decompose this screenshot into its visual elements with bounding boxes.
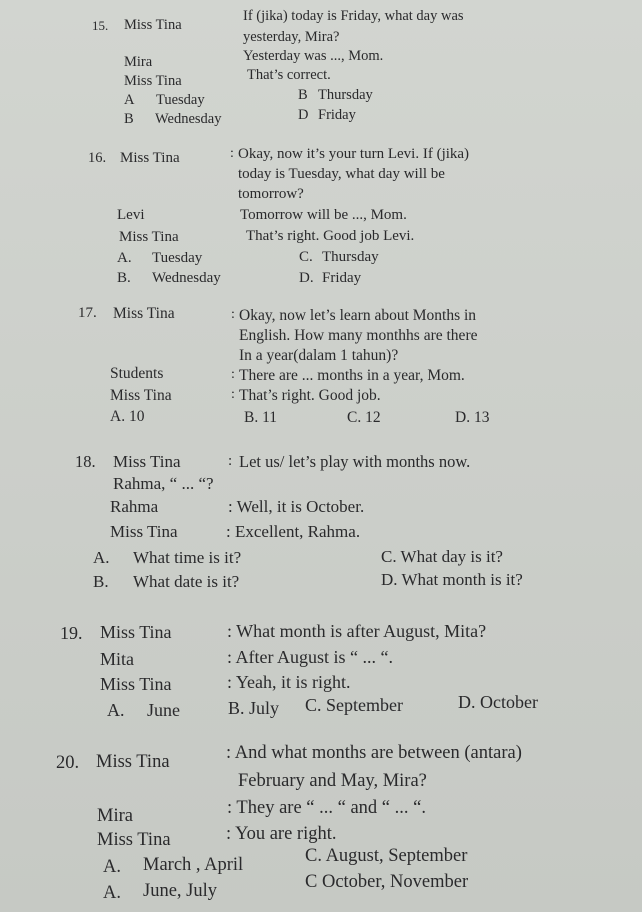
dialogue-line: : They are “ ... “ and “ ... “. <box>227 798 426 818</box>
dialogue-line: : Well, it is October. <box>228 497 365 516</box>
dialogue-line: Okay, now let’s learn about Months in <box>239 307 477 324</box>
option-a: Tuesday <box>156 92 205 108</box>
option-b: Wednesday <box>155 111 222 127</box>
option-d-letter: D. <box>299 270 314 286</box>
dialogue-line: : You are right. <box>226 824 337 844</box>
dialogue-line: : What month is after August, Mita? <box>227 621 487 641</box>
option-d: Friday <box>318 107 356 123</box>
question-number: 20. <box>56 753 80 773</box>
speaker-students: Students <box>110 365 164 382</box>
option-d: C October, November <box>305 872 469 892</box>
dialogue-line: Tomorrow will be ..., Mom. <box>240 207 407 223</box>
dialogue-line: : Yeah, it is right. <box>227 672 351 692</box>
speaker-teacher: Miss Tina <box>110 522 178 541</box>
option-d: D. October <box>458 692 538 712</box>
dialogue-line: That’s correct. <box>247 67 331 83</box>
dialogue-line: tomorrow? <box>238 186 304 202</box>
option-a-letter: A. <box>107 700 125 720</box>
dialogue-line: yesterday, Mira? <box>243 29 340 45</box>
option-a-letter: A. <box>117 250 132 266</box>
dialogue-line: If (jika) today is Friday, what day was <box>243 8 464 24</box>
option-c-letter: C. <box>299 249 313 265</box>
option-c: C. What day is it? <box>381 547 503 566</box>
option-a-letter: A. <box>103 857 121 877</box>
dialogue-line: There are ... months in a year, Mom. <box>239 367 465 384</box>
speaker-student: Levi <box>117 207 145 223</box>
dialogue-line: : And what months are between (antara) <box>226 743 522 763</box>
speaker-student: Rahma <box>110 497 159 516</box>
dialogue-line: In a year(dalam 1 tahun)? <box>239 347 399 364</box>
option-b-letter: B. <box>93 572 109 591</box>
dialogue-line: Rahma, “ ... “? <box>113 474 214 493</box>
speaker-teacher: Miss Tina <box>113 305 175 322</box>
option-b: B. July <box>228 698 280 718</box>
speaker-teacher: Miss Tina <box>97 830 171 850</box>
dialogue-line: Yesterday was ..., Mom. <box>243 48 384 64</box>
speaker-student: Mira <box>124 54 153 70</box>
option-d-letter: D <box>298 107 309 123</box>
option-b: June, July <box>143 881 217 901</box>
dialogue-line: Okay, now it’s your turn Levi. If (jika) <box>238 146 470 162</box>
option-c: C. September <box>305 695 403 715</box>
speaker-teacher: Miss Tina <box>124 17 182 33</box>
option-d: Friday <box>322 270 362 286</box>
option-a-letter: A. <box>93 548 110 567</box>
question-number: 17. <box>78 305 97 321</box>
option-c: Thursday <box>318 87 373 103</box>
speaker-teacher: Miss Tina <box>124 73 182 89</box>
speaker-teacher: Miss Tina <box>100 622 172 642</box>
speaker-teacher: Miss Tina <box>110 387 172 404</box>
dialogue-line: Let us/ let’s play with months now. <box>239 452 471 471</box>
speaker-teacher: Miss Tina <box>120 150 180 166</box>
speaker-student: Mira <box>97 806 133 826</box>
dialogue-line: English. How many monthhs are there <box>239 327 478 344</box>
question-number: 18. <box>75 452 96 471</box>
option-a-letter: A <box>124 92 135 108</box>
dialogue-line: February and May, Mira? <box>238 771 427 791</box>
option-b-letter: A. <box>103 883 121 903</box>
option-a: What time is it? <box>133 548 242 567</box>
option-b: What date is it? <box>133 572 240 591</box>
speaker-teacher: Miss Tina <box>100 674 172 694</box>
dialogue-line: : After August is “ ... “. <box>227 647 393 667</box>
option-a: A. 10 <box>110 408 145 425</box>
colon: : <box>231 387 235 402</box>
option-b: B. 11 <box>244 409 278 426</box>
colon: : <box>231 367 235 382</box>
option-a: March , April <box>143 855 244 875</box>
question-number: 15. <box>92 18 109 33</box>
speaker-teacher: Miss Tina <box>119 229 179 245</box>
dialogue-line: That’s right. Good job Levi. <box>246 228 415 244</box>
colon: : <box>228 453 233 469</box>
speaker-teacher: Miss Tina <box>96 752 170 772</box>
dialogue-line: : Excellent, Rahma. <box>226 522 361 541</box>
question-number: 16. <box>88 150 107 166</box>
option-a: Tuesday <box>152 250 203 266</box>
dialogue-line: today is Tuesday, what day will be <box>238 166 445 182</box>
colon: : <box>230 146 234 161</box>
option-a: June <box>147 700 180 720</box>
option-d: D. 13 <box>455 409 490 426</box>
option-b-letter: B <box>124 111 134 127</box>
option-c: C. August, September <box>305 846 468 866</box>
speaker-teacher: Miss Tina <box>113 452 181 471</box>
option-c-letter: B <box>298 87 308 103</box>
option-b: Wednesday <box>152 270 221 286</box>
speaker-student: Mita <box>100 649 134 669</box>
option-c: C. 12 <box>347 409 381 426</box>
option-b-letter: B. <box>117 270 131 286</box>
colon: : <box>231 307 235 322</box>
question-number: 19. <box>60 623 83 643</box>
option-d: D. What month is it? <box>381 570 523 589</box>
dialogue-line: That’s right. Good job. <box>239 387 381 404</box>
option-c: Thursday <box>322 249 379 265</box>
